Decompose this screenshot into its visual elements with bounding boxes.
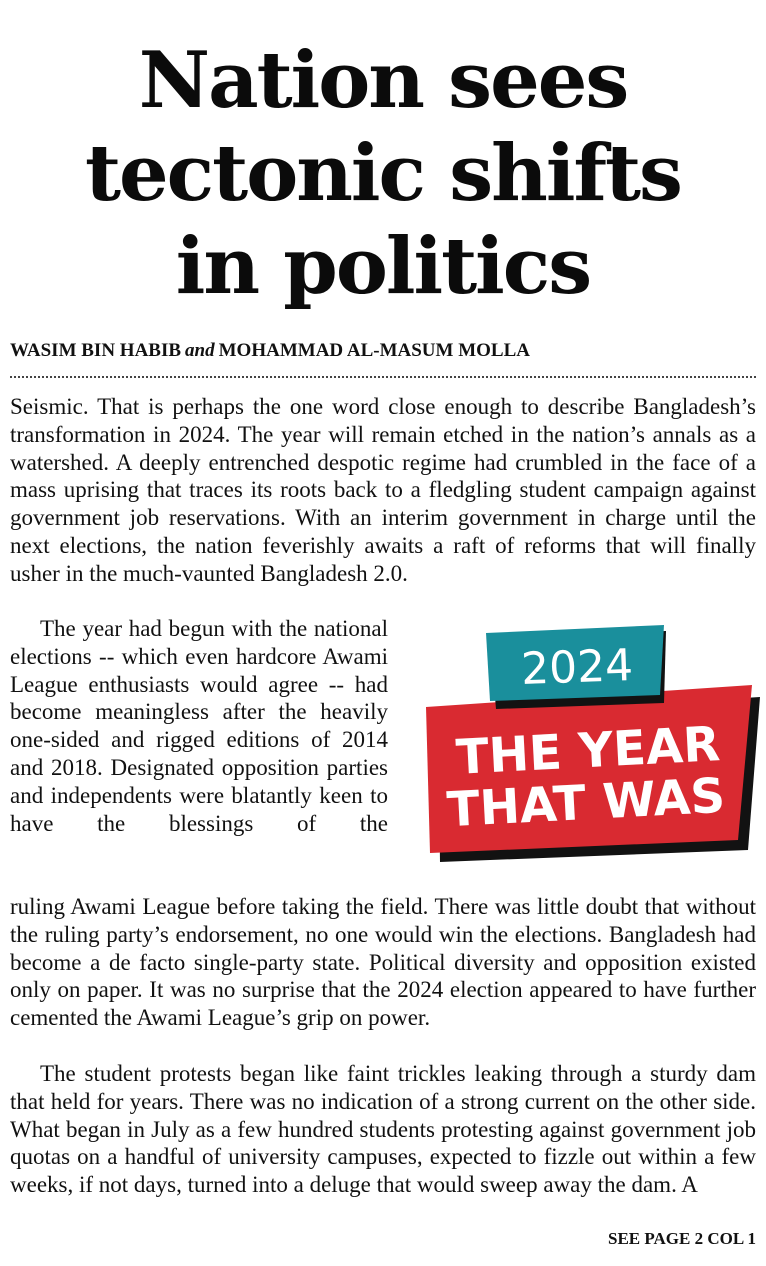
banner-line-2: THAT WAS [445, 767, 727, 839]
jump-reference: SEE PAGE 2 COL 1 [608, 1229, 756, 1248]
year-label: 2024 [520, 640, 634, 695]
headline-line-2: tectonic shifts [85, 128, 681, 219]
headline-line-3: in politics [175, 221, 591, 312]
dotted-divider [10, 376, 756, 378]
author-2: MOHAMMAD AL-MASUM MOLLA [218, 340, 530, 361]
banner-line-1: THE YEAR [454, 716, 722, 786]
paragraph-1: Seismic. That is perhaps the one word close enough to describe Bangladesh’s transformation in 2024. The year will remain etched in the nation’s annals as a watershed. A deeply entrenched despotic regime had crumbled in the face of a mass uprising that traces its roots back to a fledgling student campaign against government job reservations. With an interim government in charge until the next elections, the nation feverishly awaits a raft of reforms that will finally usher in the much-vaunted Bangladesh 2.0. [10, 394, 756, 586]
headline-line-1: Nation sees [138, 35, 628, 126]
year-that-was-graphic [420, 615, 760, 865]
byline-and: and [185, 340, 215, 361]
author-1: WASIM BIN HABIB [10, 340, 182, 361]
paragraph-3: The student protests began like faint trickles leaking through a sturdy dam that held for years. There was no indication of a strong current on the other side. What began in July as a few hundred students protesting against government job quotas on a handful of university campuses, expected to fizzle out within a few weeks, if not days, turned into a deluge that would sweep away the dam. A [10, 1061, 756, 1198]
paragraph-2-wide: ruling Awami League before taking the field. There was little doubt that without the ruling party’s endorsement, no one would win the elections. Bangladesh had become a de facto single-party state. Political diversity and opposition existed only on paper. It was no surprise that the 2024 election appeared to have further cemented the Awami League’s grip on power. [10, 894, 756, 1031]
paragraph-2-narrow: The year had begun with the national elections -- which even hardcore Awami League enthusiasts would agree -- had become meaningless after the heavily one-sided and rigged editions of 2014 and 2018. Designated opposition parties and independents were blatantly keen to have the blessings of the [10, 616, 388, 836]
byline [10, 340, 756, 362]
headline [0, 34, 766, 313]
